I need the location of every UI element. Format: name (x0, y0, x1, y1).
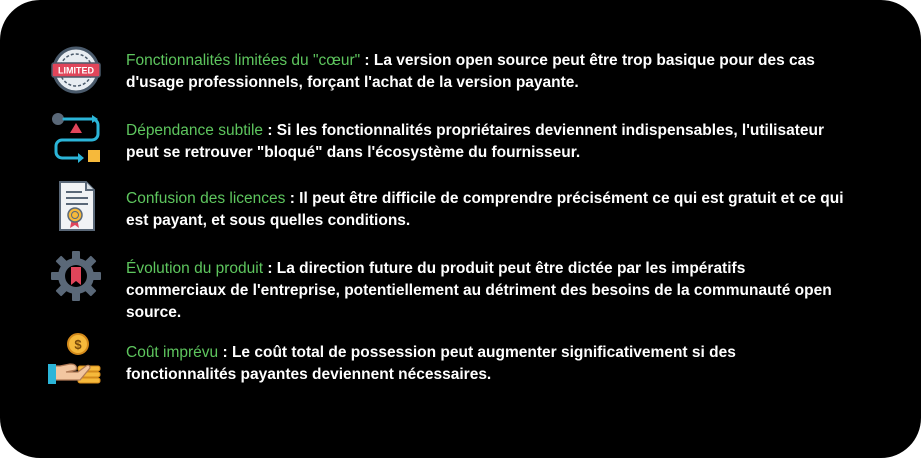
item-title: Confusion des licences (126, 190, 286, 207)
item-text (126, 342, 846, 386)
item-text (126, 120, 846, 164)
item-description: : La direction future du produit peut être dictée par les impératifs commerciaux de l'entreprise, potentiellement au détriment des besoins de la communauté open source. (126, 260, 832, 321)
item-description: : La version open source peut être trop basique pour des cas d'usage professionnels, forçant l'achat de la version payante. (126, 52, 815, 91)
item-description: : Si les fonctionnalités propriétaires deviennent indispensables, l'utilisateur peut se retrouver "bloqué" dans l'écosystème du fournisseur. (126, 122, 824, 161)
item-description: : Il peut être difficile de comprendre précisément ce qui est gratuit et ce qui est payant, et sous quelles conditions. (126, 190, 844, 229)
svg-text:LIMITED: LIMITED (58, 65, 94, 76)
license-certificate-icon (48, 178, 104, 234)
item-title: Coût imprévu (126, 344, 219, 361)
hand-coins-icon (48, 332, 104, 388)
item-text (126, 50, 846, 94)
limited-stamp-icon (48, 42, 104, 98)
svg-text:$: $ (74, 337, 82, 352)
item-text (126, 188, 846, 232)
gear-bookmark-icon (48, 248, 104, 304)
item-title: Évolution du produit (126, 260, 264, 277)
item-description: : Le coût total de possession peut augmenter significativement si des fonctionnalités payantes deviennent nécessaires. (126, 344, 736, 383)
workflow-dependency-icon (48, 110, 104, 166)
item-title: Fonctionnalités limitées du "cœur" (126, 52, 361, 69)
item-text (126, 258, 846, 324)
item-title: Dépendance subtile (126, 122, 264, 139)
